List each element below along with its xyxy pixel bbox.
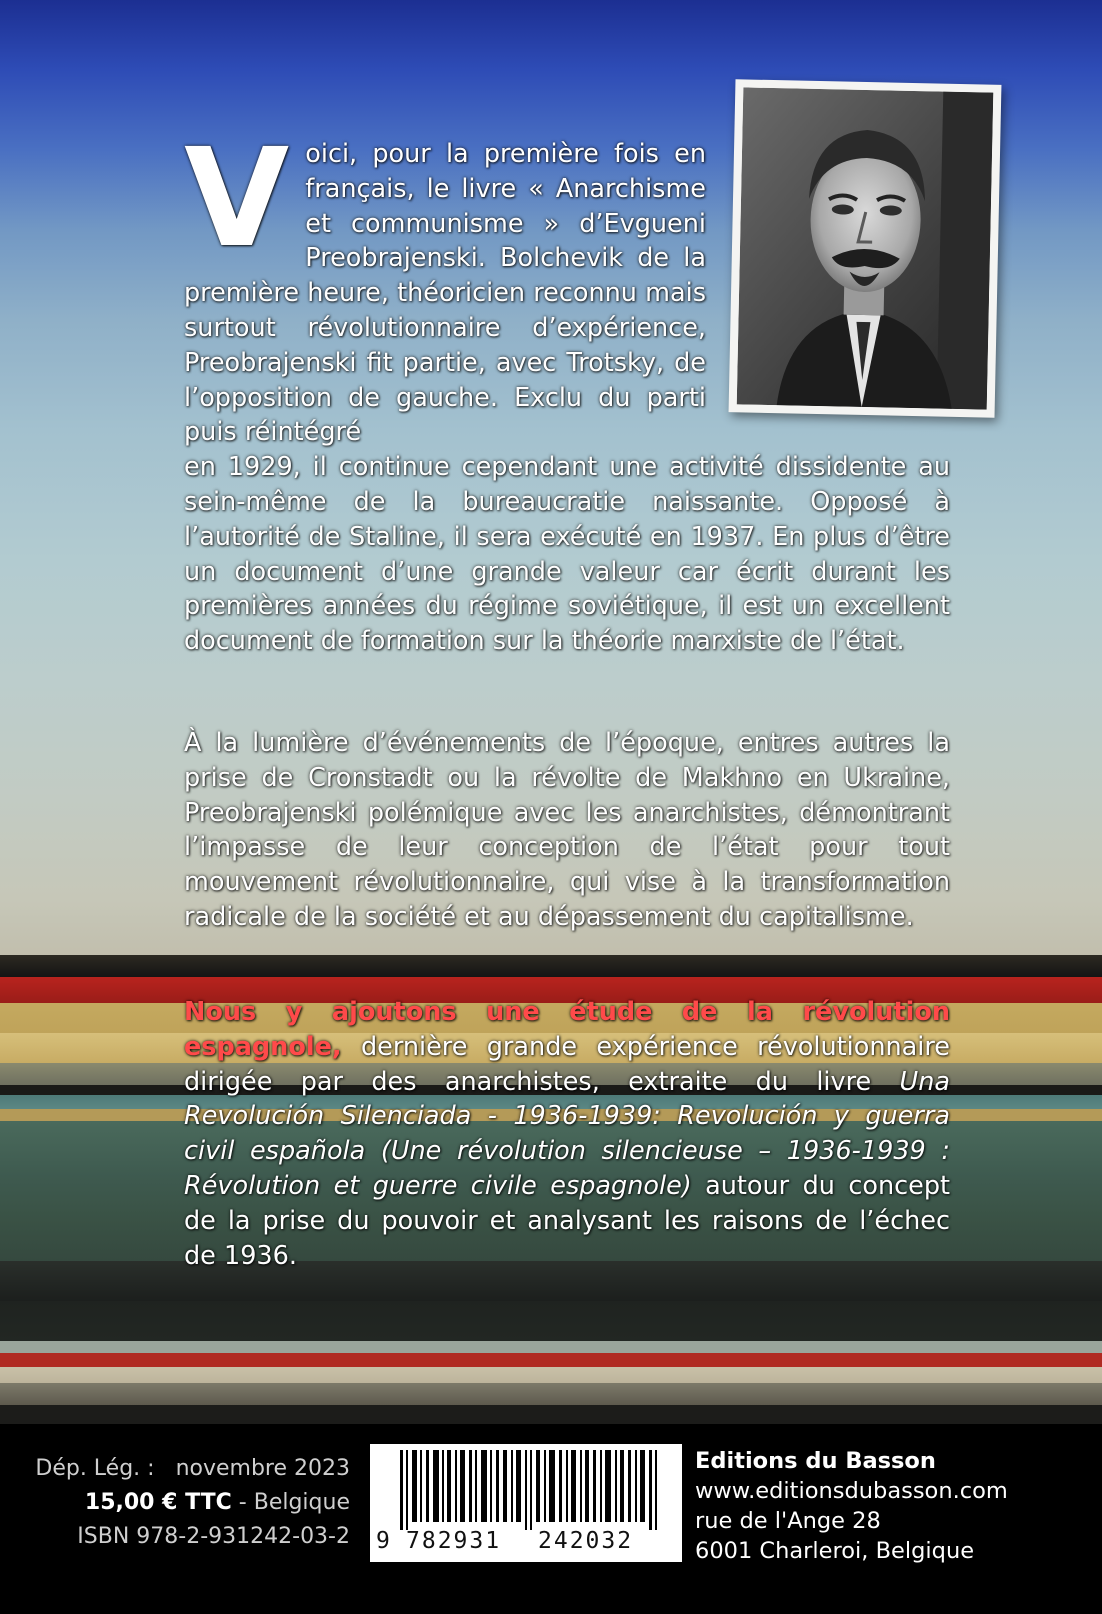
spanish-revolution-paragraph xyxy=(184,995,950,1273)
price-line xyxy=(35,1486,350,1520)
book-title-italic: Una Revolución Silenciada - 1936-1939: Revolución y guerra civil española (Une révolution silencieuse – 1936-1939 : Révolution et guerre civile espagnole) xyxy=(184,1066,950,1201)
legal-label: Dép. Lég. : xyxy=(35,1456,155,1481)
intro-paragraph xyxy=(184,120,950,659)
barcode-group-1: 782931 xyxy=(406,1528,502,1554)
price-region: - Belgique xyxy=(238,1490,350,1515)
drop-cap: V xyxy=(184,120,290,278)
highlight-sentence: Nous y ajoutons une étude de la révolution espagnole, xyxy=(184,997,950,1062)
paragraph3-text-b: autour du concept de la prise du pouvoir et analysant les raisons de l’échec de 1936. xyxy=(184,1170,950,1271)
price: 15,00 € TTC xyxy=(84,1490,232,1515)
isbn: ISBN 978-2-931242-03-2 xyxy=(77,1524,350,1549)
stripe-cream-1 xyxy=(0,1367,1102,1383)
paragraph3-text-a: dernière grande expérience révolutionnaire dirigée par des anarchistes, extraite du livre xyxy=(184,1031,950,1097)
isbn-barcode xyxy=(370,1444,682,1562)
footer-bar xyxy=(0,1424,1102,1614)
publisher-website: www.editionsdubasson.com xyxy=(695,1478,1008,1504)
legal-info xyxy=(35,1452,350,1554)
stripe-dark-4 xyxy=(0,1301,1102,1341)
stripe-red-2 xyxy=(0,1353,1102,1367)
publisher-info xyxy=(695,1446,1008,1566)
stripe-dark-1 xyxy=(0,955,1102,977)
legal-deposit xyxy=(35,1452,350,1486)
barcode-first-digit: 9 xyxy=(376,1528,390,1554)
publisher-street: rue de l'Ange 28 xyxy=(695,1508,881,1534)
stripe-grey-1 xyxy=(0,1341,1102,1353)
publisher-name: Editions du Basson xyxy=(695,1448,936,1474)
context-paragraph: À la lumière d’événements de l’époque, entres autres la prise de Cronstadt ou la révolte de Makhno en Ukraine, Preobrajenski polémique avec les anarchistes, démontrant l’impasse de leur conception de l’état pour tout mouvement révolutionnaire, qui vise à la transformation radicale de la société et au dépassement du capitalisme. xyxy=(184,728,950,932)
stripe-dark-5 xyxy=(0,1405,1102,1425)
intro-paragraph-rest: en 1929, il continue cependant une activité dissidente au sein-même de la bureaucratie naissante. Opposé à l’autorité de Staline, il sera exécuté en 1937. En plus d’être un document d’une grande valeur car écrit durant les premières années du régime soviétique, il est un excellent document de formation sur la théorie marxiste de l’état. xyxy=(184,452,950,657)
barcode-group-2: 242032 xyxy=(538,1528,634,1554)
stripe-muted-2 xyxy=(0,1383,1102,1405)
publisher-city: 6001 Charleroi, Belgique xyxy=(695,1538,975,1564)
barcode-bars xyxy=(370,1444,682,1530)
legal-date: novembre 2023 xyxy=(175,1456,350,1481)
intro-paragraph-top: oici, pour la première fois en français, le livre « Anarchisme et communisme » d’Evgueni Preobrajenski. Bolchevik de la première heure, théoricien reconnu mais surtout révolutionnaire d’expérience, Preobrajenski fit partie, avec Trotsky, de l’opposition de gauche. Exclu du parti puis réintégré xyxy=(184,139,706,448)
